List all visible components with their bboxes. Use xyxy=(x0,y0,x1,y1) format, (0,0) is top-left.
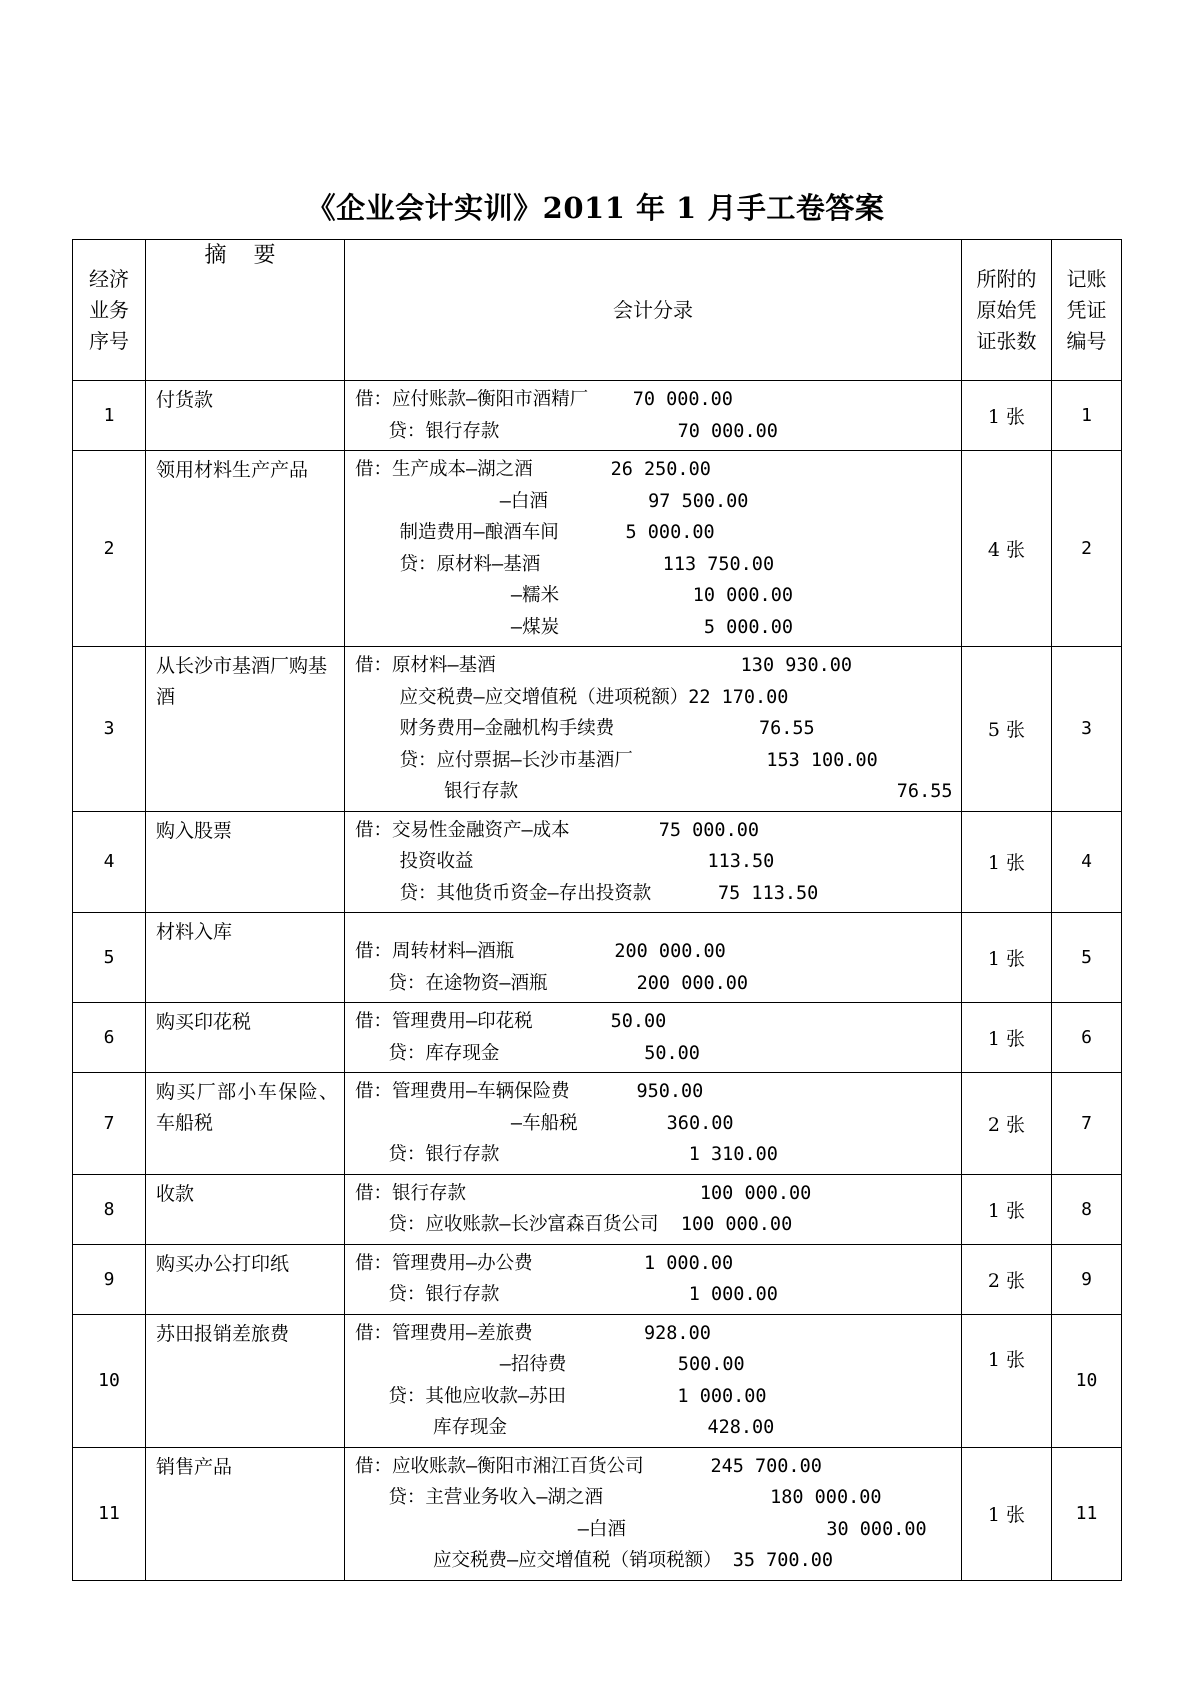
table-row xyxy=(73,451,1122,647)
seq-cell: 6 xyxy=(73,1003,146,1073)
table-row xyxy=(73,1003,1122,1073)
attachments-cell: 4 张 xyxy=(962,451,1052,647)
attachments-cell: 2 张 xyxy=(962,1073,1052,1175)
voucher-cell: 7 xyxy=(1052,1073,1122,1175)
entry-cell xyxy=(345,451,962,647)
entry-line: 借：管理费用—办公费 1 000.00 xyxy=(355,1252,734,1274)
seq-cell: 5 xyxy=(73,913,146,1003)
header-attachments-line: 原始凭 xyxy=(976,297,1037,322)
header-attachments-line: 所附的 xyxy=(976,266,1037,291)
entry-cell xyxy=(345,1003,962,1073)
entry-line: 贷：其他应收款—苏田 1 000.00 xyxy=(355,1385,767,1407)
header-voucher-line: 凭证 xyxy=(1066,297,1107,322)
entry-line: 借：管理费用—印花税 50.00 xyxy=(355,1011,667,1032)
voucher-cell: 2 xyxy=(1052,451,1122,647)
table-row xyxy=(73,1447,1122,1580)
entry-line: 借：管理费用—差旅费 928.00 xyxy=(355,1322,711,1344)
attachments-cell: 5 张 xyxy=(962,647,1052,812)
header-entry: 会计分录 xyxy=(345,240,962,381)
table-row xyxy=(73,811,1122,913)
voucher-cell: 9 xyxy=(1052,1244,1122,1314)
entry-line: 投资收益 113.50 xyxy=(355,851,775,872)
seq-cell: 9 xyxy=(73,1244,146,1314)
entry-line: 借：应收账款—衡阳市湘江百货公司 245 700.00 xyxy=(355,1455,822,1477)
header-attachments-line: 证张数 xyxy=(976,328,1037,353)
entry-line: —糯米 10 000.00 xyxy=(355,585,793,606)
entry-line: —车船税 360.00 xyxy=(355,1112,734,1134)
entry-line: 贷：银行存款 70 000.00 xyxy=(355,420,778,442)
entry-line: 借：管理费用—车辆保险费 950.00 xyxy=(355,1081,704,1102)
table-row xyxy=(73,381,1122,451)
entry-line: —煤炭 5 000.00 xyxy=(355,616,793,638)
entry-line: 借：应付账款—衡阳市酒精厂 70 000.00 xyxy=(355,389,733,410)
seq-cell: 1 xyxy=(73,381,146,451)
entry-line: 借：原材料—基酒 130 930.00 xyxy=(355,655,853,676)
entry-line: 贷：库存现金 50.00 xyxy=(355,1042,700,1064)
entry-line: 借：生产成本—湖之酒 26 250.00 xyxy=(355,459,711,480)
entry-cell xyxy=(345,1073,962,1175)
entry-line xyxy=(355,916,961,936)
entry-line: 财务费用—金融机构手续费 76.55 xyxy=(355,718,815,739)
attachments-cell: 1 张 xyxy=(962,1314,1052,1447)
entry-cell xyxy=(345,1447,962,1580)
entry-line: 贷：在途物资—酒瓶 200 000.00 xyxy=(355,972,749,994)
entry-cell xyxy=(345,647,962,812)
table-row xyxy=(73,1244,1122,1314)
entry-line: 贷：其他货币资金—存出投资款 75 113.50 xyxy=(355,882,819,904)
entry-line: 应交税费—应交增值税（进项税额）22 170.00 xyxy=(355,686,789,708)
entry-line: 贷：应付票据—长沙市基酒厂 153 100.00 xyxy=(355,749,878,771)
header-summary: 摘 要 xyxy=(146,240,345,381)
entry-line: —白酒 30 000.00 xyxy=(355,1518,927,1540)
table-row xyxy=(73,1314,1122,1447)
entry-line: 贷：银行存款 1 000.00 xyxy=(355,1284,778,1305)
voucher-cell: 6 xyxy=(1052,1003,1122,1073)
header-seq-line: 经济 xyxy=(89,266,129,291)
summary-cell: 购买印花税 xyxy=(146,1003,345,1073)
seq-cell: 10 xyxy=(73,1314,146,1447)
voucher-cell: 10 xyxy=(1052,1314,1122,1447)
summary-cell: 销售产品 xyxy=(146,1447,345,1580)
summary-cell: 苏田报销差旅费 xyxy=(146,1314,345,1447)
attachments-cell: 1 张 xyxy=(962,381,1052,451)
attachments-cell: 1 张 xyxy=(962,1447,1052,1580)
table-row xyxy=(73,647,1122,812)
entry-cell xyxy=(345,1174,962,1244)
entry-line: 银行存款 76.55 xyxy=(355,781,953,802)
header-seq-line: 序号 xyxy=(89,328,129,353)
entry-line: 贷：应收账款—长沙富森百货公司 100 000.00 xyxy=(355,1214,793,1235)
entry-line: 借：周转材料—酒瓶 200 000.00 xyxy=(355,941,726,962)
entry-line: 贷：银行存款 1 310.00 xyxy=(355,1144,778,1165)
entry-cell xyxy=(345,1314,962,1447)
seq-cell: 7 xyxy=(73,1073,146,1175)
journal-table xyxy=(72,239,1122,1581)
entry-line: 贷：主营业务收入—湖之酒 180 000.00 xyxy=(355,1487,882,1508)
header-attachments xyxy=(962,240,1052,381)
table-row xyxy=(73,1073,1122,1175)
header-seq xyxy=(73,240,146,381)
header-seq-line: 业务 xyxy=(89,297,129,322)
header-voucher xyxy=(1052,240,1122,381)
entry-line: —白酒 97 500.00 xyxy=(355,490,749,512)
document-title: 《企业会计实训》2011 年 1 月手工卷答案 xyxy=(306,191,885,225)
attachments-cell: 1 张 xyxy=(962,913,1052,1003)
summary-cell: 购买厂部小车保险、车船税 xyxy=(146,1073,345,1175)
header-voucher-line: 记账 xyxy=(1066,266,1107,291)
summary-cell: 购入股票 xyxy=(146,811,345,913)
table-row xyxy=(73,913,1122,1003)
entry-cell xyxy=(345,1244,962,1314)
summary-cell: 购买办公打印纸 xyxy=(146,1244,345,1314)
header-voucher-line: 编号 xyxy=(1066,328,1107,353)
seq-cell: 2 xyxy=(73,451,146,647)
seq-cell: 3 xyxy=(73,647,146,812)
entry-line: 借：银行存款 100 000.00 xyxy=(355,1182,812,1204)
voucher-cell: 11 xyxy=(1052,1447,1122,1580)
entry-cell xyxy=(345,913,962,1003)
attachments-cell: 2 张 xyxy=(962,1244,1052,1314)
table-row xyxy=(73,1174,1122,1244)
header-row xyxy=(73,240,1122,381)
entry-cell xyxy=(345,811,962,913)
voucher-cell: 5 xyxy=(1052,913,1122,1003)
entry-line: 应交税费—应交增值税（销项税额） 35 700.00 xyxy=(355,1550,833,1571)
seq-cell: 8 xyxy=(73,1174,146,1244)
summary-cell: 材料入库 xyxy=(146,913,345,1003)
voucher-cell: 3 xyxy=(1052,647,1122,812)
attachments-cell: 1 张 xyxy=(962,1174,1052,1244)
entry-line: 贷：原材料—基酒 113 750.00 xyxy=(355,553,775,575)
seq-cell: 4 xyxy=(73,811,146,913)
entry-line: 制造费用—酿酒车间 5 000.00 xyxy=(355,522,715,543)
entry-line: 库存现金 428.00 xyxy=(355,1417,775,1438)
voucher-cell: 4 xyxy=(1052,811,1122,913)
entry-line: 借：交易性金融资产—成本 75 000.00 xyxy=(355,819,759,841)
entry-line: —招待费 500.00 xyxy=(355,1354,745,1375)
summary-cell: 从长沙市基酒厂购基酒 xyxy=(146,647,345,812)
summary-cell: 付货款 xyxy=(146,381,345,451)
seq-cell: 11 xyxy=(73,1447,146,1580)
summary-cell: 领用材料生产产品 xyxy=(146,451,345,647)
entry-cell xyxy=(345,381,962,451)
attachments-cell: 1 张 xyxy=(962,1003,1052,1073)
summary-cell: 收款 xyxy=(146,1174,345,1244)
voucher-cell: 8 xyxy=(1052,1174,1122,1244)
attachments-cell: 1 张 xyxy=(962,811,1052,913)
voucher-cell: 1 xyxy=(1052,381,1122,451)
